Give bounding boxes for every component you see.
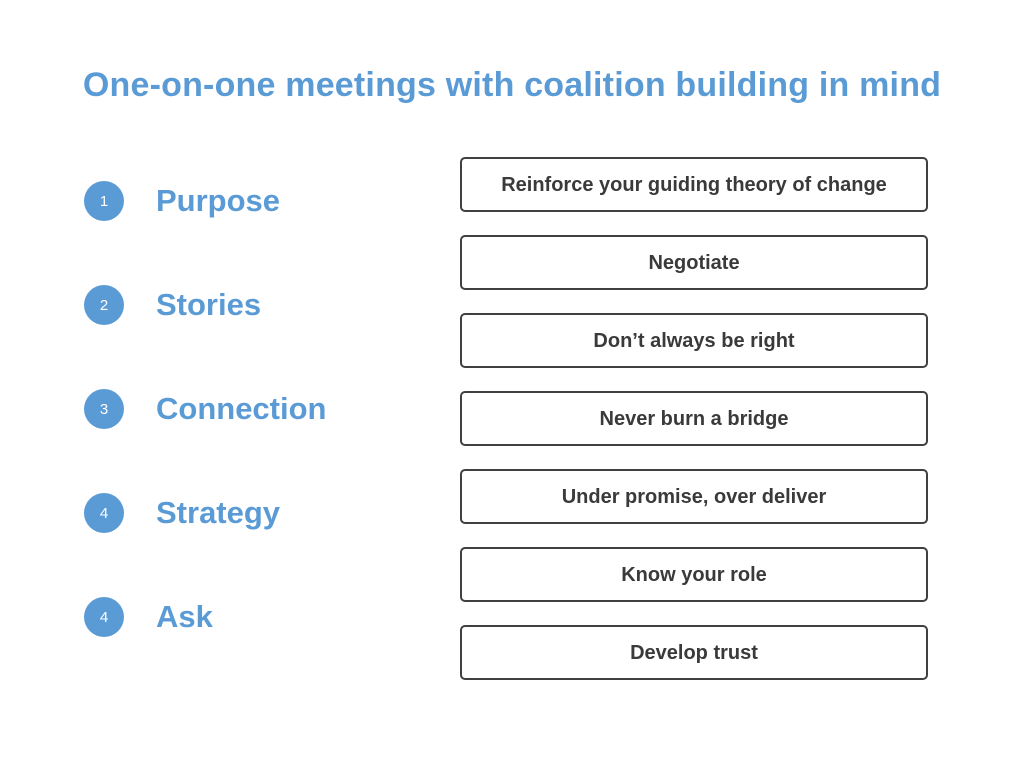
step-label: Connection <box>156 391 327 426</box>
step-number-badge: 4 <box>84 597 124 637</box>
principle-box <box>460 625 928 680</box>
step-label: Strategy <box>156 495 281 530</box>
principle-box <box>460 391 928 446</box>
principle-text: Reinforce your guiding theory of change <box>501 174 887 196</box>
step-label: Stories <box>156 287 262 322</box>
step-label: Purpose <box>156 183 281 218</box>
principle-box <box>460 469 928 524</box>
principle-text: Know your role <box>621 564 767 586</box>
step-purpose <box>84 179 280 223</box>
step-label: Ask <box>156 599 213 634</box>
step-connection <box>84 387 327 431</box>
principle-text: Under promise, over deliver <box>561 486 827 508</box>
principle-text: Don’t always be right <box>593 330 795 352</box>
step-number-badge: 3 <box>84 389 124 429</box>
step-stories <box>84 283 261 327</box>
slide-title: One-on-one meetings with coalition building in mind <box>82 66 942 104</box>
step-ask <box>84 595 213 639</box>
principle-text: Develop trust <box>630 642 758 664</box>
step-number-badge: 2 <box>84 285 124 325</box>
principle-box <box>460 313 928 368</box>
principle-text: Negotiate <box>648 252 740 274</box>
principle-text: Never burn a bridge <box>599 408 789 430</box>
step-strategy <box>84 491 280 535</box>
step-number-badge: 4 <box>84 493 124 533</box>
principle-box <box>460 157 928 212</box>
principle-box <box>460 547 928 602</box>
principle-box <box>460 235 928 290</box>
step-number-badge: 1 <box>84 181 124 221</box>
